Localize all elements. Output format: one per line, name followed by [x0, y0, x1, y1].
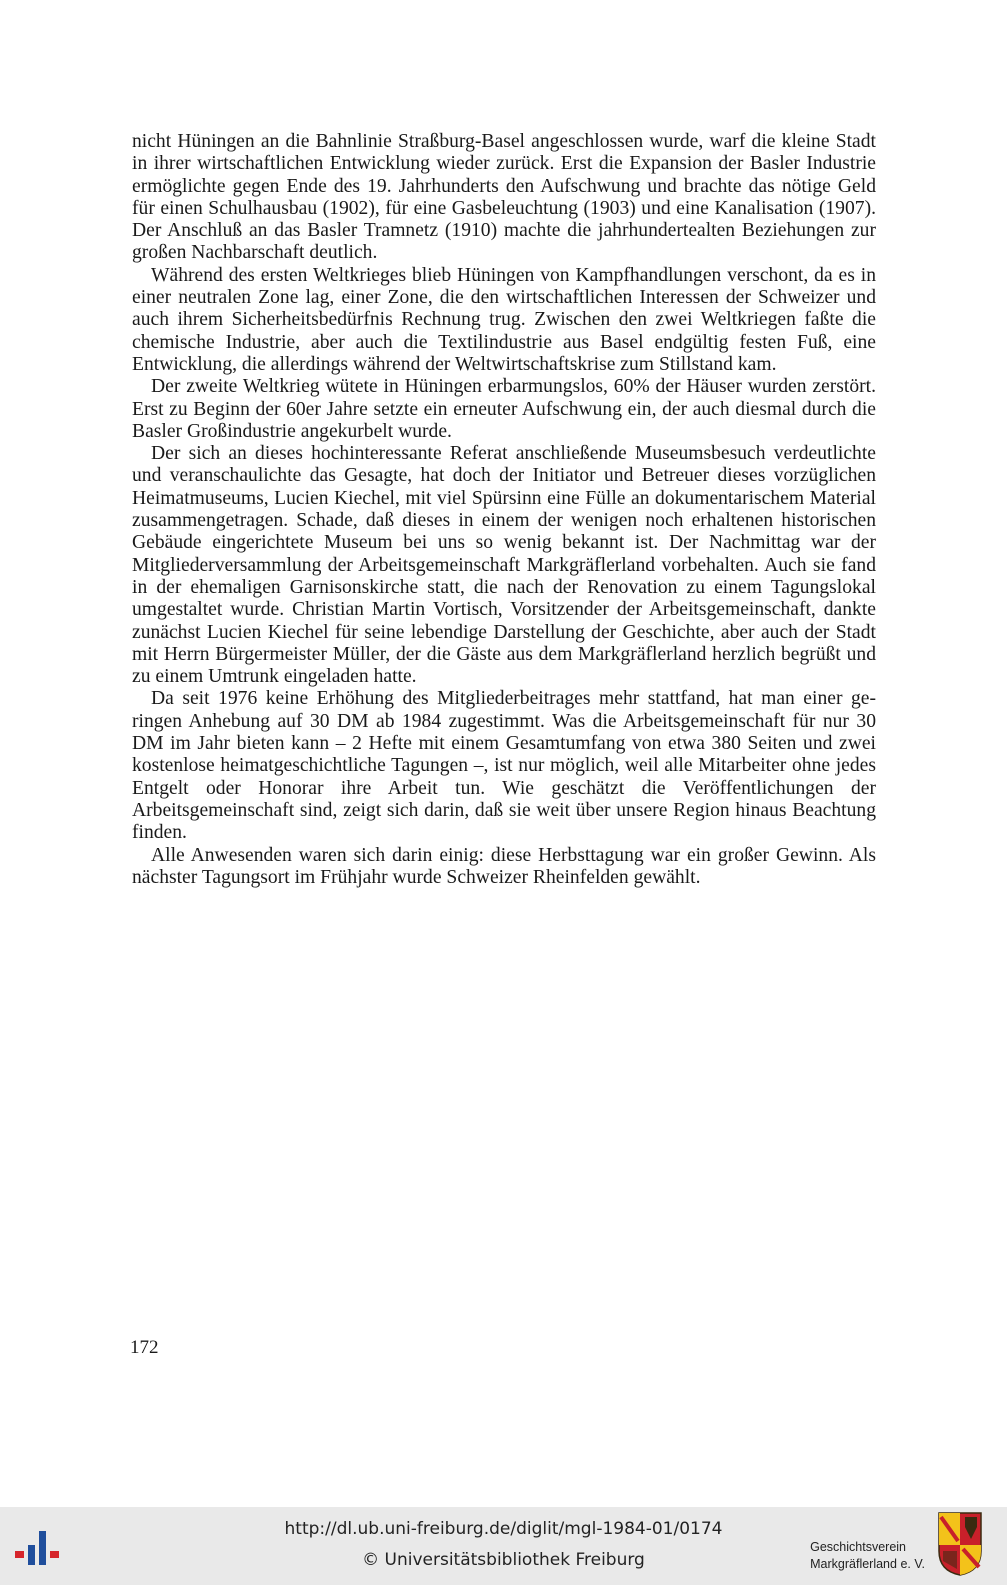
page-number: 172: [130, 1337, 159, 1358]
footer-copyright: © Universitätsbibliothek Freiburg: [362, 1550, 645, 1570]
org-name-line2: Markgräflerland e. V.: [810, 1557, 925, 1571]
org-name-line1: Geschichtsverein: [810, 1540, 906, 1554]
footer-bar: [0, 1507, 1007, 1585]
article-text: [132, 131, 876, 889]
footer-organization: [810, 1539, 925, 1573]
paragraph: Während des ersten Weltkrieges blieb Hüningen von Kampfhandlungen verschont, da es in einer neutralen Zone lag, einer Zone, die den wirtschaftlichen Interessen der Schweizer und auch ihrem Sicherheitsbedürfnis Rechnung trug. Zwischen den zwei Weltkriegen faßte die chemische Industrie, aber auch die Textilindustrie aus Basel endgültig festen Fuß, eine Entwicklung, die allerdings während der Weltwirtschaftskrise zum Stillstand kam.: [132, 264, 876, 375]
paragraph: Der zweite Weltkrieg wütete in Hüningen erbarmungslos, 60% der Häuser wurden zerstört. Erst zu Beginn der 60er Jahre setzte ein erneuter Aufschwung ein, der auch diesmal durch die Basler Großindustrie angekurbelt wurde.: [132, 376, 876, 442]
coat-of-arms-icon: [937, 1511, 983, 1577]
paragraph: Da seit 1976 keine Erhöhung des Mitgliederbeitrages mehr stattfand, hat man einer geringen Anhebung auf 30 DM ab 1984 zugestimmt. Was die Arbeitsgemeinschaft für nur 30 DM im Jahr bieten kann – 2 Hefte mit einem Gesamtumfang von etwa 380 Seiten und zwei kostenlose heimatgeschichtliche Tagungen –, ist nur möglich, weil alle Mitarbeiter ohne jedes Entgelt oder Honorar ihre Arbeit tun. Wie geschätzt die Veröffentlichungen der Arbeitsgemeinschaft sind, zeigt sich darin, daß sie weit über unsere Region hinaus Beachtung finden.: [132, 688, 876, 844]
paragraph: nicht Hüningen an die Bahnlinie Straßburg-Basel angeschlossen wurde, warf die kleine Stadt in ihrer wirtschaftlichen Entwicklung wieder zurück. Erst die Expansion der Basler Industrie ermöglichte gegen Ende des 19. Jahrhunderts den Aufschwung und brachte das nötige Geld für einen Schulhausbau (1902), für eine Gasbeleuchtung (1903) und eine Kanalisation (1907). Der Anschluß an das Basler Tramnetz (1910) machte die jahrhundertealten Beziehungen zur großen Nachbarschaft deutlich.: [132, 131, 876, 264]
footer-url-link[interactable]: http://dl.ub.uni-freiburg.de/diglit/mgl-1984-01/0174: [284, 1519, 723, 1539]
paragraph: Der sich an dieses hochinteressante Referat anschließende Museumsbesuch verdeutlichte und veranschaulichte das Gesagte, hat doch der Initiator und Betreuer dieses vorzüglichen Heimatmuseums, Lucien Kiechel, mit viel Spürsinn eine Fülle an dokumentarischem Material zusammengetragen. Schade, daß dieses in einem der wenigen noch erhaltenen historischen Gebäude eingerichtete Museum bei uns so wenig bekannt ist. Der Nachmittag war der Mitgliederversammlung der Arbeitsgemeinschaft Markgräflerland vorbehalten. Auch sie fand in der ehemaligen Garnisonskirche statt, die nach der Renovation zu einem Tagungslokal umgestaltet wurde. Christian Martin Vortisch, Vorsitzender der Arbeitsgemeinschaft, dankte zunächst Lucien Kiechel für seine lebendige Darstellung der Geschichte, aber auch der Stadt mit Herrn Bürgermeister Müller, der die Gäste aus dem Markgräflerland herzlich begrüßt und zu einem Umtrunk eingeladen hatte.: [132, 443, 876, 688]
paragraph: Alle Anwesenden waren sich darin einig: diese Herbsttagung war ein großer Gewinn. Als nächster Tagungsort im Frühjahr wurde Schweizer Rheinfelden gewählt.: [132, 844, 876, 888]
